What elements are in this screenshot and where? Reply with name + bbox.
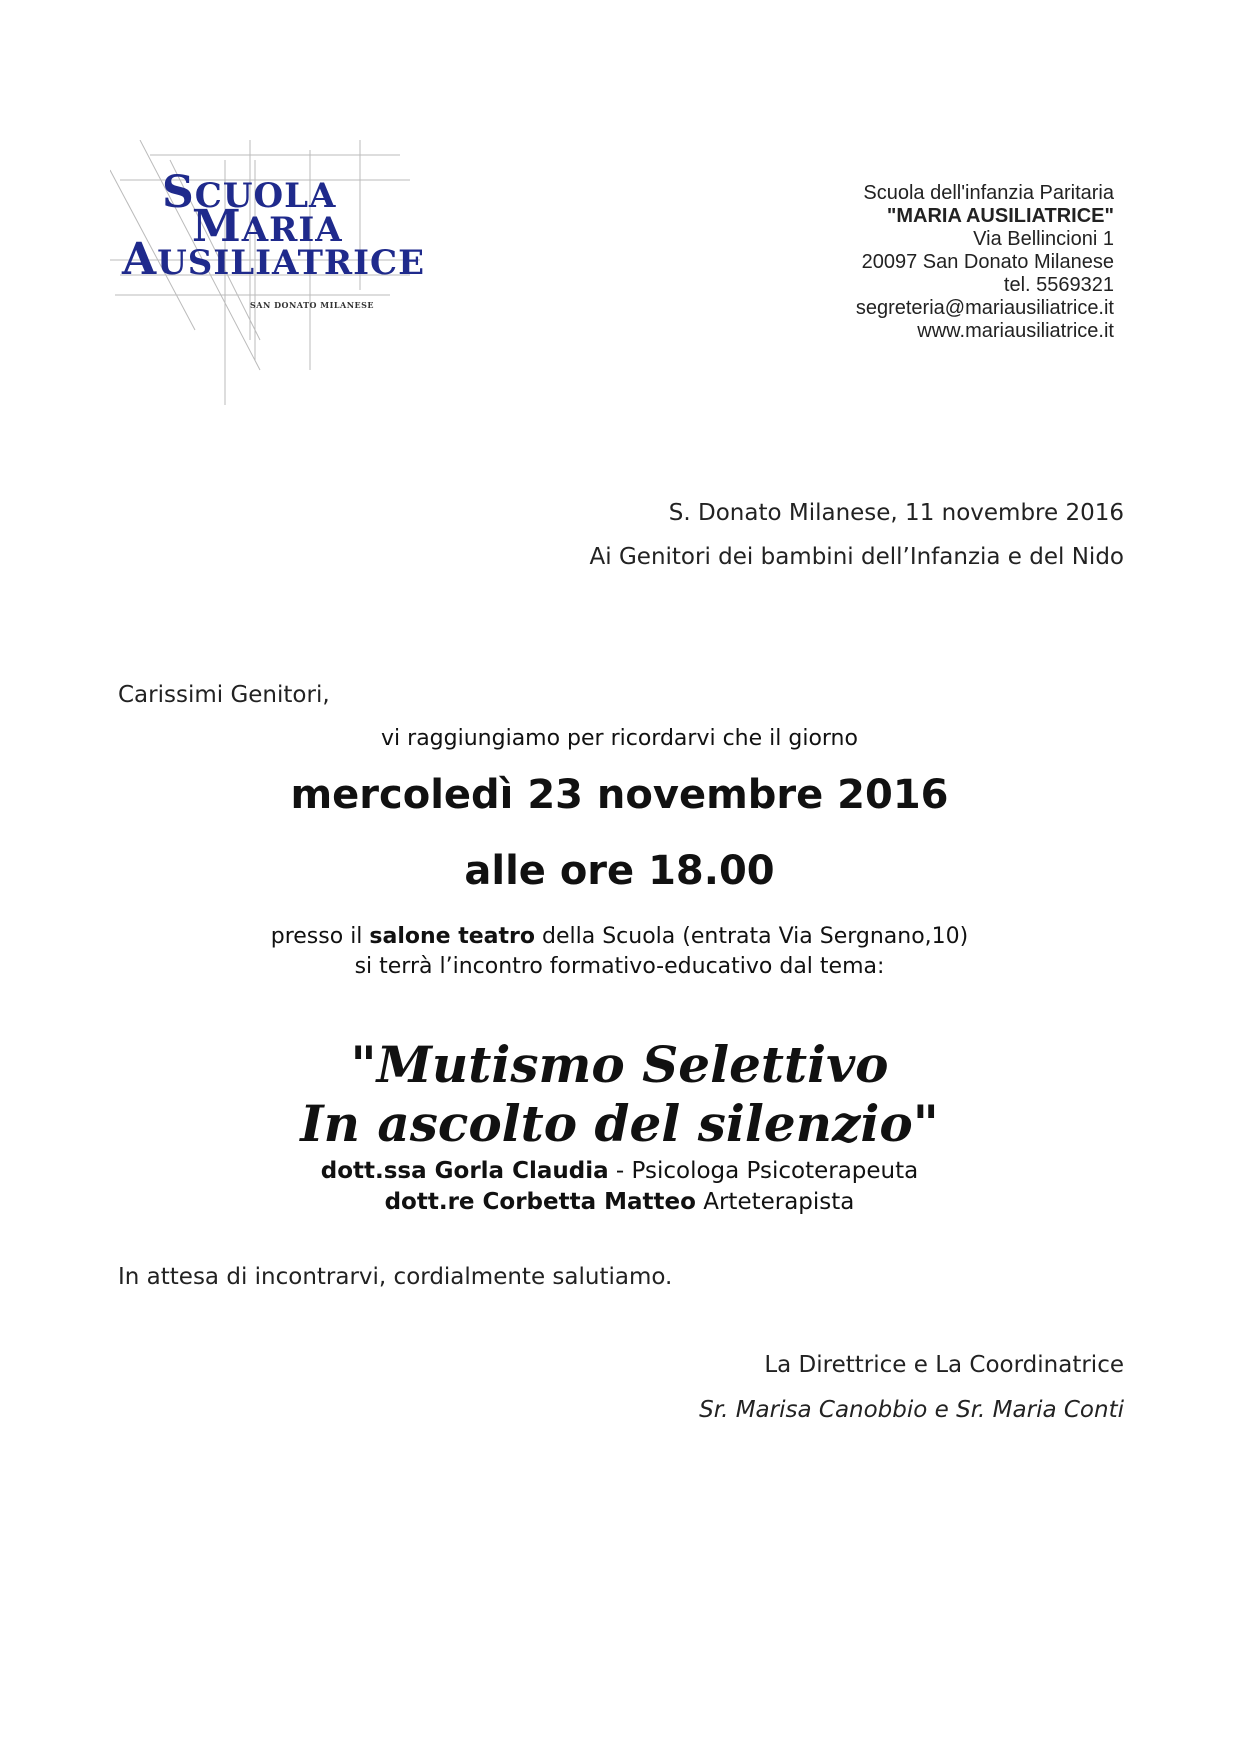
school-type: Scuola dell'infanzia Paritaria bbox=[863, 182, 1114, 204]
speaker-1-role: - Psicologa Psicoterapeuta bbox=[608, 1158, 919, 1184]
speaker-2 bbox=[0, 1189, 1239, 1215]
intro-text: vi raggiungiamo per ricordarvi che il giorno bbox=[381, 726, 858, 751]
event-location: presso il salone teatro della Scuola (entrata Via Sergnano,10) bbox=[270, 924, 969, 949]
speaker-1-name: dott.ssa Gorla Claudia bbox=[320, 1158, 609, 1184]
school-address bbox=[856, 182, 1114, 343]
event-date: mercoledì 23 novembre 2016 bbox=[290, 772, 949, 818]
speaker-2-role: Arteterapista bbox=[695, 1189, 855, 1215]
event-title-line2: In ascolto del silenzio" bbox=[300, 1094, 939, 1153]
event-time: alle ore 18.00 bbox=[464, 848, 775, 894]
school-logo bbox=[110, 140, 430, 410]
school-city: 20097 San Donato Milanese bbox=[861, 251, 1114, 273]
place-date: S. Donato Milanese, 11 novembre 2016 bbox=[668, 500, 1124, 526]
signature-role: La Direttrice e La Coordinatrice bbox=[764, 1352, 1124, 1378]
logo-line-maria: MARIA bbox=[192, 201, 343, 252]
school-website: www.mariausiliatrice.it bbox=[917, 320, 1114, 342]
signature-names: Sr. Marisa Canobbio e Sr. Maria Conti bbox=[699, 1397, 1124, 1423]
school-phone: tel. 5569321 bbox=[1003, 274, 1114, 296]
location-venue: salone teatro bbox=[369, 924, 536, 949]
logo-line-scuola: SCUOLA bbox=[162, 167, 337, 218]
event-title-line1: "Mutismo Selettivo bbox=[350, 1035, 889, 1094]
logo-subtitle: SAN DONATO MILANESE bbox=[250, 300, 374, 310]
logo-line-ausiliatrice: AUSILIATRICE bbox=[122, 234, 426, 285]
school-street: Via Bellincioni 1 bbox=[973, 228, 1114, 250]
salutation: Carissimi Genitori, bbox=[118, 682, 330, 708]
speaker-2-name: dott.re Corbetta Matteo bbox=[384, 1189, 696, 1215]
school-name: "MARIA AUSILIATRICE" bbox=[886, 205, 1114, 227]
recipients: Ai Genitori dei bambini dell’Infanzia e del Nido bbox=[589, 544, 1124, 570]
school-email: segreteria@mariausiliatrice.it bbox=[855, 297, 1114, 319]
closing-line: In attesa di incontrarvi, cordialmente salutiamo. bbox=[118, 1264, 673, 1290]
speaker-1 bbox=[0, 1158, 1239, 1184]
topic-intro: si terrà l’incontro formativo-educativo dal tema: bbox=[354, 954, 885, 979]
